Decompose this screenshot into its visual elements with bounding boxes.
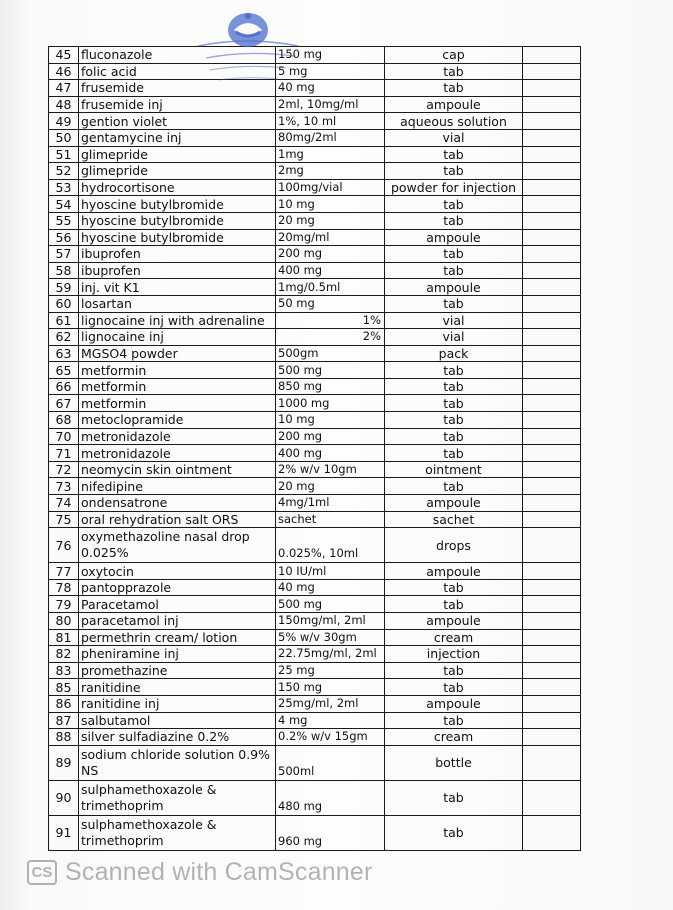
medicine-name: frusemide inj: [79, 96, 276, 113]
medicine-strength: 5 mg: [276, 63, 385, 80]
table-row: [49, 196, 581, 213]
medicine-strength: 5% w/v 30gm: [276, 629, 385, 646]
row-number: 55: [49, 212, 79, 229]
table-row: [49, 646, 581, 663]
dosage-form: ampoule: [385, 563, 523, 580]
medicine-strength: 10 mg: [276, 196, 385, 213]
table-row: [49, 129, 581, 146]
dosage-form: ampoule: [385, 613, 523, 630]
remarks-cell: [523, 196, 581, 213]
row-number: 71: [49, 445, 79, 462]
row-number: 51: [49, 146, 79, 163]
table-row: [49, 395, 581, 412]
remarks-cell: [523, 312, 581, 329]
camscanner-logo-icon: CS: [27, 860, 57, 885]
medicine-strength: 500 mg: [276, 596, 385, 613]
row-number: 53: [49, 179, 79, 196]
table-row: [49, 329, 581, 346]
table-row: [49, 745, 581, 780]
dosage-form: ampoule: [385, 229, 523, 246]
medicine-strength: 4 mg: [276, 712, 385, 729]
dosage-form: tab: [385, 163, 523, 180]
remarks-cell: [523, 729, 581, 746]
dosage-form: tab: [385, 246, 523, 263]
table-row: [49, 179, 581, 196]
remarks-cell: [523, 295, 581, 312]
dosage-form: ointment: [385, 461, 523, 478]
dosage-form: tab: [385, 445, 523, 462]
medicine-name: pantopprazole: [79, 579, 276, 596]
medicine-name: salbutamol: [79, 712, 276, 729]
row-number: 85: [49, 679, 79, 696]
row-number: 83: [49, 662, 79, 679]
dosage-form: tab: [385, 478, 523, 495]
table-row: [49, 47, 581, 64]
dosage-form: tab: [385, 362, 523, 379]
medicine-name: metformin: [79, 378, 276, 395]
medicine-name: fluconazole: [79, 47, 276, 64]
remarks-cell: [523, 378, 581, 395]
medicine-name: ranitidine: [79, 679, 276, 696]
remarks-cell: [523, 262, 581, 279]
row-number: 72: [49, 461, 79, 478]
medicine-name: losartan: [79, 295, 276, 312]
row-number: 65: [49, 362, 79, 379]
dosage-form: tab: [385, 596, 523, 613]
medicine-name: nifedipine: [79, 478, 276, 495]
table-row: [49, 511, 581, 528]
dosage-form: tab: [385, 679, 523, 696]
table-row: [49, 412, 581, 429]
row-number: 62: [49, 329, 79, 346]
remarks-cell: [523, 445, 581, 462]
dosage-form: tab: [385, 146, 523, 163]
remarks-cell: [523, 246, 581, 263]
medicine-strength: 2mg: [276, 163, 385, 180]
medicine-strength: 50 mg: [276, 295, 385, 312]
remarks-cell: [523, 428, 581, 445]
remarks-cell: [523, 780, 581, 815]
table-row: [49, 362, 581, 379]
medicine-name: hyoscine butylbromide: [79, 212, 276, 229]
medicine-strength: 40 mg: [276, 579, 385, 596]
dosage-form: tab: [385, 662, 523, 679]
medicine-strength: 200 mg: [276, 246, 385, 263]
row-number: 75: [49, 511, 79, 528]
remarks-cell: [523, 579, 581, 596]
dosage-form: tab: [385, 80, 523, 97]
remarks-cell: [523, 461, 581, 478]
remarks-cell: [523, 815, 581, 850]
row-number: 89: [49, 745, 79, 780]
dosage-form: tab: [385, 412, 523, 429]
dosage-form: powder for injection: [385, 179, 523, 196]
medicine-strength: 1mg: [276, 146, 385, 163]
table-row: [49, 295, 581, 312]
table-row: [49, 378, 581, 395]
remarks-cell: [523, 563, 581, 580]
remarks-cell: [523, 229, 581, 246]
table-row: [49, 579, 581, 596]
row-number: 63: [49, 345, 79, 362]
medicine-name: MGSO4 powder: [79, 345, 276, 362]
medicine-strength: 20 mg: [276, 212, 385, 229]
row-number: 57: [49, 246, 79, 263]
row-number: 50: [49, 129, 79, 146]
medicine-name: metformin: [79, 362, 276, 379]
table-row: [49, 613, 581, 630]
remarks-cell: [523, 179, 581, 196]
medicine-strength: 150mg/ml, 2ml: [276, 613, 385, 630]
medicine-name: permethrin cream/ lotion: [79, 629, 276, 646]
table-row: [49, 712, 581, 729]
dosage-form: tab: [385, 63, 523, 80]
dosage-form: tab: [385, 579, 523, 596]
row-number: 78: [49, 579, 79, 596]
medicine-name: hydrocortisone: [79, 179, 276, 196]
dosage-form: pack: [385, 345, 523, 362]
dosage-form: cream: [385, 729, 523, 746]
row-number: 77: [49, 563, 79, 580]
camscanner-watermark: [27, 858, 373, 887]
table-row: [49, 596, 581, 613]
row-number: 54: [49, 196, 79, 213]
medicine-name: hyoscine butylbromide: [79, 196, 276, 213]
table-row: [49, 780, 581, 815]
medicine-name: paracetamol inj: [79, 613, 276, 630]
remarks-cell: [523, 362, 581, 379]
medicine-strength: 1%, 10 ml: [276, 113, 385, 130]
medicine-name: metronidazole: [79, 428, 276, 445]
medicine-strength: 400 mg: [276, 262, 385, 279]
remarks-cell: [523, 163, 581, 180]
remarks-cell: [523, 345, 581, 362]
remarks-cell: [523, 495, 581, 512]
medicine-strength: 150 mg: [276, 47, 385, 64]
medicine-name: Paracetamol: [79, 596, 276, 613]
table-row: [49, 629, 581, 646]
medicine-strength: sachet: [276, 511, 385, 528]
medicine-strength: 2ml, 10mg/ml: [276, 96, 385, 113]
row-number: 79: [49, 596, 79, 613]
medicine-name: hyoscine butylbromide: [79, 229, 276, 246]
remarks-cell: [523, 63, 581, 80]
medicine-strength: 40 mg: [276, 80, 385, 97]
medicine-name: neomycin skin ointment: [79, 461, 276, 478]
row-number: 46: [49, 63, 79, 80]
remarks-cell: [523, 279, 581, 296]
remarks-cell: [523, 528, 581, 563]
table-row: [49, 146, 581, 163]
medicine-name: oxytocin: [79, 563, 276, 580]
medicine-strength: 500gm: [276, 345, 385, 362]
medicine-name: promethazine: [79, 662, 276, 679]
table-row: [49, 662, 581, 679]
medicine-strength: 150 mg: [276, 679, 385, 696]
table-row: [49, 428, 581, 445]
medicine-name: silver sulfadiazine 0.2%: [79, 729, 276, 746]
row-number: 59: [49, 279, 79, 296]
remarks-cell: [523, 129, 581, 146]
medicine-strength: 1000 mg: [276, 395, 385, 412]
medicine-name: folic acid: [79, 63, 276, 80]
dosage-form: cap: [385, 47, 523, 64]
table-row: [49, 262, 581, 279]
table-row: [49, 445, 581, 462]
medicine-strength: 1%: [276, 312, 385, 329]
medicine-strength: 80mg/2ml: [276, 129, 385, 146]
medicine-name: glimepride: [79, 146, 276, 163]
dosage-form: tab: [385, 262, 523, 279]
medicine-strength: 4mg/1ml: [276, 495, 385, 512]
row-number: 87: [49, 712, 79, 729]
watermark-text: Scanned with CamScanner: [65, 858, 373, 886]
row-number: 90: [49, 780, 79, 815]
medicine-strength: 25mg/ml, 2ml: [276, 695, 385, 712]
dosage-form: ampoule: [385, 495, 523, 512]
table-row: [49, 815, 581, 850]
medicine-strength: 500ml: [276, 745, 385, 780]
row-number: 74: [49, 495, 79, 512]
medicine-strength: 25 mg: [276, 662, 385, 679]
remarks-cell: [523, 662, 581, 679]
medicine-name: sodium chloride solution 0.9% NS: [79, 745, 276, 780]
dosage-form: bottle: [385, 745, 523, 780]
row-number: 73: [49, 478, 79, 495]
medicine-name: ranitidine inj: [79, 695, 276, 712]
row-number: 76: [49, 528, 79, 563]
medicine-strength: 20mg/ml: [276, 229, 385, 246]
table-row: [49, 279, 581, 296]
row-number: 48: [49, 96, 79, 113]
row-number: 47: [49, 80, 79, 97]
medicine-strength: 100mg/vial: [276, 179, 385, 196]
medicine-name: ondensatrone: [79, 495, 276, 512]
remarks-cell: [523, 80, 581, 97]
remarks-cell: [523, 478, 581, 495]
dosage-form: ampoule: [385, 279, 523, 296]
medicine-name: ibuprofen: [79, 262, 276, 279]
remarks-cell: [523, 629, 581, 646]
medicine-name: metoclopramide: [79, 412, 276, 429]
table-row: [49, 679, 581, 696]
dosage-form: tab: [385, 212, 523, 229]
remarks-cell: [523, 712, 581, 729]
remarks-cell: [523, 395, 581, 412]
medicine-strength: 480 mg: [276, 780, 385, 815]
medicine-strength: 10 mg: [276, 412, 385, 429]
remarks-cell: [523, 613, 581, 630]
remarks-cell: [523, 646, 581, 663]
dosage-form: tab: [385, 815, 523, 850]
medicine-strength: 0.025%, 10ml: [276, 528, 385, 563]
remarks-cell: [523, 596, 581, 613]
table-row: [49, 63, 581, 80]
row-number: 91: [49, 815, 79, 850]
table-row: [49, 729, 581, 746]
remarks-cell: [523, 146, 581, 163]
dosage-form: ampoule: [385, 695, 523, 712]
dosage-form: sachet: [385, 511, 523, 528]
remarks-cell: [523, 745, 581, 780]
medicine-strength: 850 mg: [276, 378, 385, 395]
medicine-strength: 10 IU/ml: [276, 563, 385, 580]
remarks-cell: [523, 679, 581, 696]
medicine-name: pheniramine inj: [79, 646, 276, 663]
dosage-form: aqueous solution: [385, 113, 523, 130]
medicine-name: metformin: [79, 395, 276, 412]
dosage-form: vial: [385, 312, 523, 329]
medicine-strength: 400 mg: [276, 445, 385, 462]
table-row: [49, 312, 581, 329]
medicine-strength: 2% w/v 10gm: [276, 461, 385, 478]
medicine-strength: 200 mg: [276, 428, 385, 445]
row-number: 67: [49, 395, 79, 412]
row-number: 88: [49, 729, 79, 746]
table-row: [49, 528, 581, 563]
table-row: [49, 212, 581, 229]
medicine-strength: 20 mg: [276, 478, 385, 495]
table-row: [49, 229, 581, 246]
table-row: [49, 163, 581, 180]
row-number: 52: [49, 163, 79, 180]
dosage-form: ampoule: [385, 96, 523, 113]
row-number: 66: [49, 378, 79, 395]
dosage-form: tab: [385, 395, 523, 412]
medicine-name: glimepride: [79, 163, 276, 180]
table-row: [49, 495, 581, 512]
table-row: [49, 246, 581, 263]
medicine-name: inj. vit K1: [79, 279, 276, 296]
row-number: 80: [49, 613, 79, 630]
row-number: 82: [49, 646, 79, 663]
medicine-strength: 500 mg: [276, 362, 385, 379]
medicine-name: ibuprofen: [79, 246, 276, 263]
table-row: [49, 695, 581, 712]
remarks-cell: [523, 412, 581, 429]
row-number: 60: [49, 295, 79, 312]
table-row: [49, 80, 581, 97]
row-number: 70: [49, 428, 79, 445]
dosage-form: vial: [385, 129, 523, 146]
medicine-name: oxymethazoline nasal drop 0.025%: [79, 528, 276, 563]
table-row: [49, 96, 581, 113]
dosage-form: injection: [385, 646, 523, 663]
remarks-cell: [523, 212, 581, 229]
table-row: [49, 345, 581, 362]
medicine-name: metronidazole: [79, 445, 276, 462]
table-row: [49, 563, 581, 580]
medicine-name: sulphamethoxazole & trimethoprim: [79, 780, 276, 815]
remarks-cell: [523, 47, 581, 64]
medicine-name: lignocaine inj with adrenaline: [79, 312, 276, 329]
dosage-form: cream: [385, 629, 523, 646]
medicine-name: gentamycine inj: [79, 129, 276, 146]
dosage-form: tab: [385, 378, 523, 395]
medicine-name: lignocaine inj: [79, 329, 276, 346]
row-number: 68: [49, 412, 79, 429]
medicine-name: gention violet: [79, 113, 276, 130]
dosage-form: tab: [385, 780, 523, 815]
medicine-name: frusemide: [79, 80, 276, 97]
medicine-strength: 1mg/0.5ml: [276, 279, 385, 296]
dosage-form: tab: [385, 428, 523, 445]
medicine-strength: 2%: [276, 329, 385, 346]
remarks-cell: [523, 96, 581, 113]
table-row: [49, 461, 581, 478]
dosage-form: tab: [385, 712, 523, 729]
dosage-form: drops: [385, 528, 523, 563]
medicine-strength: 22.75mg/ml, 2ml: [276, 646, 385, 663]
row-number: 61: [49, 312, 79, 329]
medicine-list-table: [48, 46, 581, 851]
row-number: 58: [49, 262, 79, 279]
dosage-form: tab: [385, 295, 523, 312]
medicine-strength: 0.2% w/v 15gm: [276, 729, 385, 746]
medicine-name: oral rehydration salt ORS: [79, 511, 276, 528]
medicine-strength: 960 mg: [276, 815, 385, 850]
row-number: 86: [49, 695, 79, 712]
row-number: 45: [49, 47, 79, 64]
table-row: [49, 113, 581, 130]
row-number: 49: [49, 113, 79, 130]
remarks-cell: [523, 511, 581, 528]
remarks-cell: [523, 695, 581, 712]
remarks-cell: [523, 113, 581, 130]
table-row: [49, 478, 581, 495]
medicine-name: sulphamethoxazole & trimethoprim: [79, 815, 276, 850]
dosage-form: vial: [385, 329, 523, 346]
remarks-cell: [523, 329, 581, 346]
dosage-form: tab: [385, 196, 523, 213]
row-number: 81: [49, 629, 79, 646]
row-number: 56: [49, 229, 79, 246]
